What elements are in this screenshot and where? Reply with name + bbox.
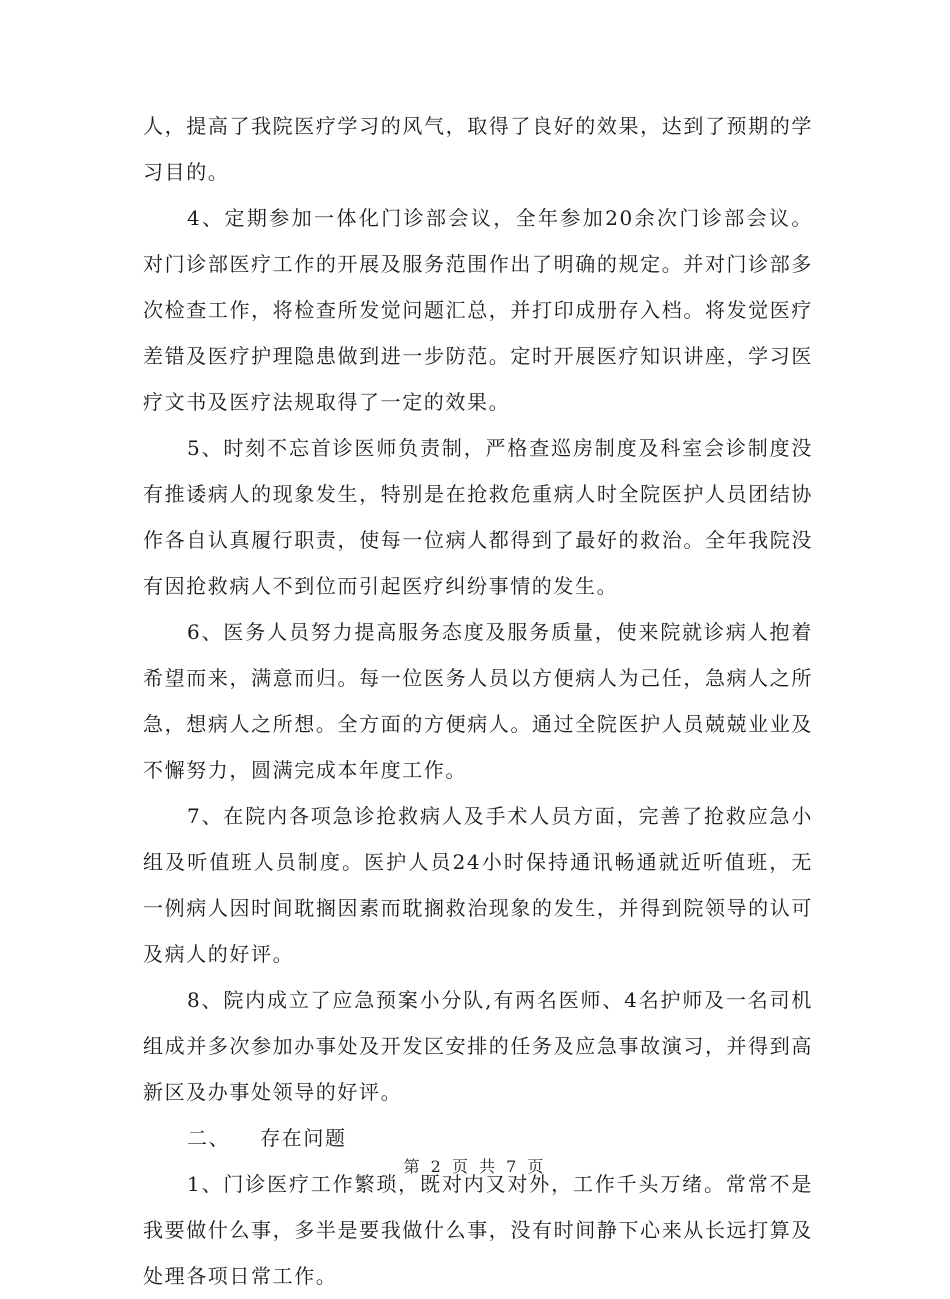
section-heading	[143, 1115, 813, 1161]
document-body	[143, 103, 813, 1299]
paragraph-item-4: 4、定期参加一体化门诊部会议，全年参加20余次门诊部会议。对门诊部医疗工作的开展及服务范围作出了明确的规定。并对门诊部多次检查工作，将检查所发觉问题汇总，并打印成册存入档。将发觉医疗差错及医疗护理隐患做到进一步防范。定时开展医疗知识讲座，学习医疗文书及医疗法规取得了一定的效果。	[143, 206, 813, 414]
page-number-footer: 第 2 页 共 7 页	[403, 1157, 547, 1176]
section-number: 二、	[187, 1126, 231, 1150]
paragraph-item-7: 7、在院内各项急诊抢救病人及手术人员方面，完善了抢救应急小组及听值班人员制度。医护人员24小时保持通讯畅通就近听值班，无一例病人因时间耽搁因素而耽搁救治现象的发生，并得到院领导的认可及病人的好评。	[143, 804, 813, 966]
paragraph-issue-1: 1、门诊医疗工作繁琐，既对内又对外，工作千头万绪。常常不是我要做什么事，多半是要我做什么事，没有时间静下心来从长远打算及处理各项日常工作。	[143, 1172, 813, 1288]
paragraph-item-8: 8、院内成立了应急预案小分队,有两名医师、4名护师及一名司机组成并多次参加办事处及开发区安排的任务及应急事故演习，并得到高新区及办事处领导的好评。	[143, 988, 813, 1104]
paragraph-item-6: 6、医务人员努力提高服务态度及服务质量，使来院就诊病人抱着希望而来，满意而归。每一位医务人员以方便病人为己任，急病人之所急，想病人之所想。全方面的方便病人。通过全院医护人员兢兢业业及不懈努力，圆满完成本年度工作。	[143, 620, 813, 782]
paragraph-item-5: 5、时刻不忘首诊医师负责制，严格查巡房制度及科室会诊制度没有推诿病人的现象发生，特别是在抢救危重病人时全院医护人员团结协作各自认真履行职责，使每一位病人都得到了最好的救治。全年我院没有因抢救病人不到位而引起医疗纠纷事情的发生。	[143, 436, 813, 598]
paragraph-continuation: 人，提高了我院医疗学习的风气，取得了良好的效果，达到了预期的学习目的。	[143, 114, 813, 184]
section-title: 存在问题	[260, 1126, 347, 1150]
